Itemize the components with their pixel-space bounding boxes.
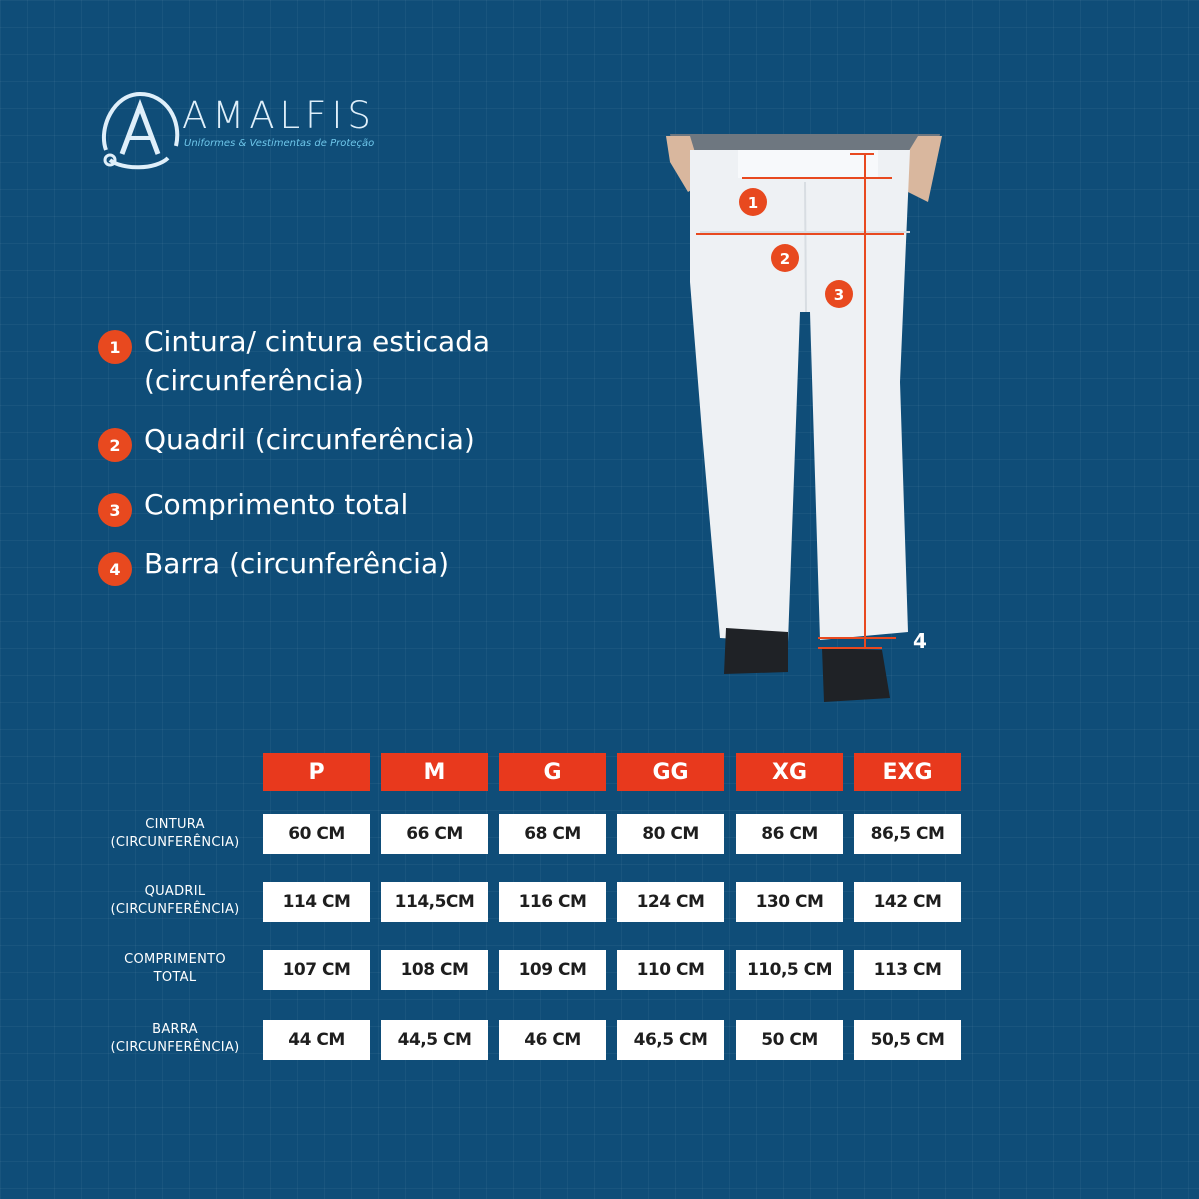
pants-illustration <box>660 132 950 712</box>
row-label-hip <box>92 883 258 919</box>
row-label-total-length <box>92 951 258 987</box>
table-cell: 86 CM <box>736 814 843 854</box>
table-cell: 46,5 CM <box>617 1020 724 1060</box>
marker-4-label: 4 <box>913 629 927 653</box>
row-label-line: COMPRIMENTO <box>124 952 226 967</box>
legend-item-hip <box>98 420 564 462</box>
table-cell: 113 CM <box>854 950 961 990</box>
row-label-line: (CIRCUNFERÊNCIA) <box>110 835 240 850</box>
row-label-line: QUADRIL <box>144 884 206 899</box>
brand-tagline: Uniformes & Vestimentas de Proteção <box>184 138 375 149</box>
legend-label: Comprimento total <box>144 488 409 521</box>
brand-name: AMALFIS <box>182 94 376 137</box>
table-cell: 60 CM <box>263 814 370 854</box>
table-cell: 50,5 CM <box>854 1020 961 1060</box>
legend-item-hem <box>98 544 564 586</box>
table-cell: 116 CM <box>499 882 606 922</box>
row-label-line: BARRA <box>152 1022 198 1037</box>
table-cell: 114,5CM <box>381 882 488 922</box>
size-header-gg: GG <box>617 753 724 791</box>
table-cell: 109 CM <box>499 950 606 990</box>
table-cell: 142 CM <box>854 882 961 922</box>
legend-label: Quadril (circunferência) <box>144 423 475 456</box>
marker-2-label: 2 <box>779 250 791 268</box>
number-badge: 4 <box>98 552 132 586</box>
legend-item-total-length <box>98 485 564 527</box>
table-cell: 124 CM <box>617 882 724 922</box>
size-header-p: P <box>263 753 370 791</box>
marker-3-label: 3 <box>833 286 845 304</box>
table-cell: 107 CM <box>263 950 370 990</box>
number-badge: 2 <box>98 428 132 462</box>
legend-label: Cintura/ cintura esticada (circunferência) <box>144 325 491 397</box>
size-header-m: M <box>381 753 488 791</box>
table-cell: 50 CM <box>736 1020 843 1060</box>
marker-1-label: 1 <box>747 194 759 212</box>
table-cell: 44 CM <box>263 1020 370 1060</box>
row-label-line: CINTURA <box>145 817 205 832</box>
row-label-hem <box>92 1021 258 1057</box>
table-cell: 80 CM <box>617 814 724 854</box>
table-cell: 110,5 CM <box>736 950 843 990</box>
size-header-exg: EXG <box>854 753 961 791</box>
row-label-line: (CIRCUNFERÊNCIA) <box>110 902 240 917</box>
size-header-xg: XG <box>736 753 843 791</box>
table-cell: 68 CM <box>499 814 606 854</box>
number-badge: 1 <box>98 330 132 364</box>
table-cell: 114 CM <box>263 882 370 922</box>
marker-2 <box>771 244 799 272</box>
table-cell: 46 CM <box>499 1020 606 1060</box>
brand-logo <box>96 88 396 178</box>
legend-item-waist <box>98 322 564 400</box>
legend-label: Barra (circunferência) <box>144 547 450 580</box>
size-header-g: G <box>499 753 606 791</box>
table-cell: 86,5 CM <box>854 814 961 854</box>
row-label-line: TOTAL <box>153 970 197 985</box>
pants-diagram <box>660 132 950 712</box>
row-label-line: (CIRCUNFERÊNCIA) <box>110 1040 240 1055</box>
number-badge: 3 <box>98 493 132 527</box>
marker-3 <box>825 280 853 308</box>
amalfis-emblem-icon <box>96 88 186 178</box>
table-cell: 110 CM <box>617 950 724 990</box>
table-cell: 44,5 CM <box>381 1020 488 1060</box>
table-cell: 108 CM <box>381 950 488 990</box>
table-cell: 130 CM <box>736 882 843 922</box>
marker-1 <box>739 188 767 216</box>
table-cell: 66 CM <box>381 814 488 854</box>
row-label-waist <box>92 816 258 852</box>
